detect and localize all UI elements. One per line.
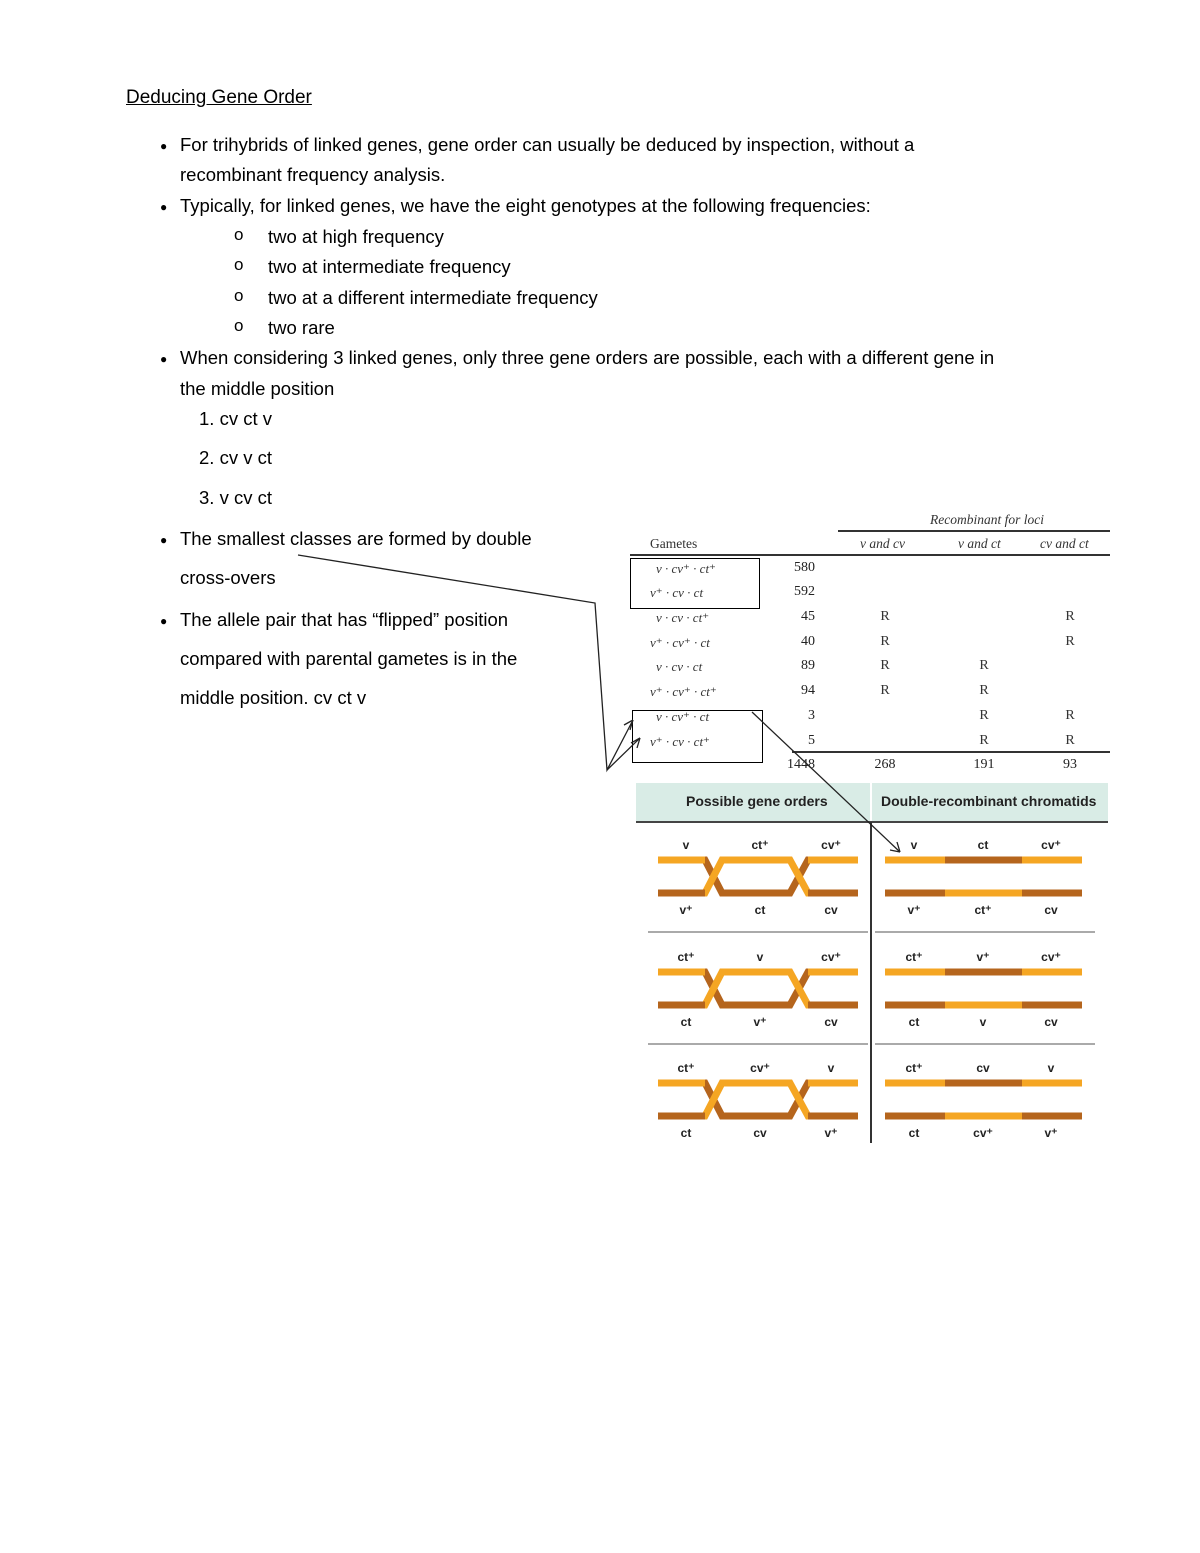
- table-row-count: 580: [794, 560, 815, 575]
- table-group-header: Recombinant for loci: [930, 512, 1044, 527]
- allele-label: ct⁺: [751, 838, 769, 852]
- allele-label: v⁺: [824, 1126, 838, 1140]
- annotation-arrow-line: [752, 712, 900, 852]
- table-cell-r: R: [979, 683, 989, 698]
- allele-label: cv: [753, 1126, 767, 1140]
- chromatid-dark: [658, 972, 858, 1005]
- allele-label: cv⁺: [1041, 950, 1061, 964]
- bullet-text: the middle position: [180, 378, 335, 399]
- table-cell-r: R: [880, 609, 890, 624]
- table-row-count: 40: [801, 634, 815, 649]
- table-cell-r: R: [880, 634, 890, 649]
- sub-bullet-text: two at intermediate frequency: [268, 256, 511, 277]
- allele-label: ct⁺: [905, 1061, 923, 1075]
- table-cell-r: R: [880, 683, 890, 698]
- total-count: 1448: [787, 757, 815, 772]
- allele-label: v: [682, 838, 690, 852]
- table-row-gamete: v · cv · ct: [656, 659, 703, 674]
- allele-label: v: [910, 838, 918, 852]
- allele-label: cv: [1044, 903, 1058, 917]
- bullet-text: compared with parental gametes is in the: [180, 648, 518, 669]
- table-cell-r: R: [1065, 733, 1075, 748]
- allele-label: v⁺: [1044, 1126, 1058, 1140]
- table-row-gamete: v⁺ · cv · ct⁺: [650, 734, 710, 749]
- bullet-marker: ●: [160, 614, 168, 628]
- table-cell-r: R: [1065, 609, 1075, 624]
- table-row-gamete: v⁺ · cv⁺ · ct⁺: [650, 684, 717, 699]
- column-header-v-cv: v and cv: [860, 536, 905, 551]
- table-cell-r: R: [979, 733, 989, 748]
- annotation-arrow-line: [607, 738, 640, 770]
- allele-label: v⁺: [679, 903, 693, 917]
- allele-label: v⁺: [907, 903, 921, 917]
- allele-label: cv⁺: [1041, 838, 1061, 852]
- table-row-count: 94: [801, 683, 815, 698]
- sub-bullet-marker: o: [234, 286, 244, 305]
- bullet-text: Typically, for linked genes, we have the eight genotypes at the following frequencies:: [180, 195, 871, 216]
- sub-bullet-text: two at a different intermediate frequency: [268, 287, 598, 308]
- table-row-count: 592: [794, 584, 815, 599]
- allele-label: v⁺: [976, 950, 990, 964]
- sub-bullet-text: two rare: [268, 317, 335, 338]
- bullet-text: recombinant frequency analysis.: [180, 164, 446, 185]
- table-cell-r: R: [1065, 708, 1075, 723]
- bullet-text: cross-overs: [180, 567, 276, 588]
- allele-label: v: [979, 1015, 987, 1029]
- chromatid-light: [658, 1083, 858, 1116]
- table-row-count: 89: [801, 658, 815, 673]
- bullet-marker: ●: [160, 139, 168, 153]
- table-cell-r: R: [1065, 634, 1075, 649]
- allele-label: ct: [908, 1015, 920, 1029]
- bullet-text: When considering 3 linked genes, only three gene orders are possible, each with a different gene in: [180, 347, 995, 368]
- chromatid-light: [658, 860, 858, 893]
- allele-label: cv: [976, 1061, 990, 1075]
- allele-label: cv⁺: [973, 1126, 993, 1140]
- column-header-v-ct: v and ct: [958, 536, 1001, 551]
- gene-order-item: 2. cv v ct: [199, 447, 272, 468]
- chromatid-dark: [658, 1083, 858, 1116]
- allele-label: cv: [824, 903, 838, 917]
- allele-label: ct: [680, 1015, 692, 1029]
- table-row-count: 5: [808, 733, 815, 748]
- total-v-ct: 191: [973, 757, 995, 772]
- page-title: Deducing Gene Order: [126, 87, 312, 108]
- allele-label: v⁺: [753, 1015, 767, 1029]
- allele-label: cv: [1044, 1015, 1058, 1029]
- table-row-count: 3: [808, 708, 815, 723]
- column-header-gametes: Gametes: [650, 536, 698, 551]
- table-row-gamete: v⁺ · cv · ct: [650, 585, 704, 600]
- total-v-cv: 268: [874, 757, 896, 772]
- chromatid-light: [658, 972, 858, 1005]
- bullet-text: The smallest classes are formed by double: [180, 528, 532, 549]
- table-row-gamete: v · cv⁺ · ct: [656, 709, 710, 724]
- allele-label: ct⁺: [677, 1061, 695, 1075]
- table-row-gamete: v⁺ · cv⁺ · ct: [650, 635, 710, 650]
- allele-label: ct⁺: [974, 903, 992, 917]
- allele-label: ct⁺: [677, 950, 695, 964]
- header-possible-gene-orders: Possible gene orders: [686, 793, 828, 809]
- allele-label: v: [827, 1061, 835, 1075]
- annotation-arrow-line: [298, 555, 633, 770]
- bullet-text: For trihybrids of linked genes, gene order can usually be deduced by inspection, without a: [180, 134, 915, 155]
- allele-label: ct: [680, 1126, 692, 1140]
- table-cell-r: R: [979, 708, 989, 723]
- allele-label: ct: [754, 903, 766, 917]
- bullet-text: middle position. cv ct v: [180, 687, 367, 708]
- header-double-recombinant: Double-recombinant chromatids: [881, 793, 1097, 809]
- allele-label: ct: [908, 1126, 920, 1140]
- table-row-gamete: v · cv · ct⁺: [656, 610, 710, 625]
- table-cell-r: R: [880, 658, 890, 673]
- allele-label: cv⁺: [750, 1061, 770, 1075]
- sub-bullet-marker: o: [234, 225, 244, 244]
- allele-label: cv⁺: [821, 838, 841, 852]
- allele-label: ct: [977, 838, 989, 852]
- allele-label: cv: [824, 1015, 838, 1029]
- allele-label: v: [756, 950, 764, 964]
- bullet-marker: ●: [160, 352, 168, 366]
- total-cv-ct: 93: [1063, 757, 1077, 772]
- gene-order-item: 1. cv ct v: [199, 408, 272, 429]
- chromatid-dark: [658, 860, 858, 893]
- bullet-marker: ●: [160, 200, 168, 214]
- sub-bullet-marker: o: [234, 255, 244, 274]
- table-row-gamete: v · cv⁺ · ct⁺: [656, 561, 716, 576]
- table-cell-r: R: [979, 658, 989, 673]
- column-header-cv-ct: cv and ct: [1040, 536, 1089, 551]
- allele-label: cv⁺: [821, 950, 841, 964]
- allele-label: ct⁺: [905, 950, 923, 964]
- sub-bullet-text: two at high frequency: [268, 226, 444, 247]
- sub-bullet-marker: o: [234, 316, 244, 335]
- bullet-text: The allele pair that has “flipped” position: [180, 609, 509, 630]
- table-row-count: 45: [801, 609, 815, 624]
- allele-label: v: [1047, 1061, 1055, 1075]
- bullet-marker: ●: [160, 533, 168, 547]
- gene-order-item: 3. v cv ct: [199, 487, 272, 508]
